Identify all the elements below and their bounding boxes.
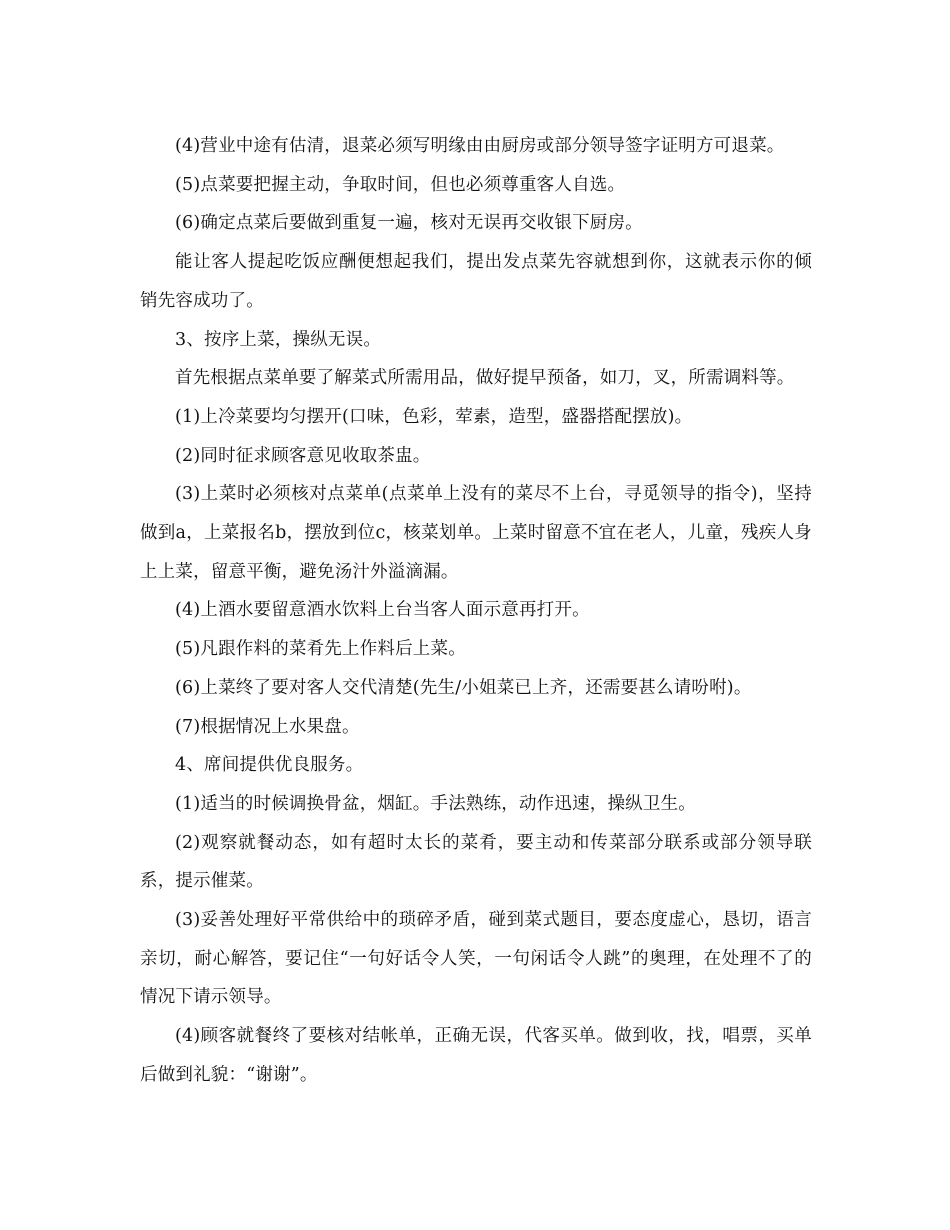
paragraph: (1)适当的时候调换骨盆，烟缸。手法熟练，动作迅速，操纵卫生。 <box>175 793 696 814</box>
paragraph: (1)上冷菜要均匀摆开(口味，色彩，荤素，造型，盛器搭配摆放)。 <box>175 406 693 427</box>
paragraph: (6)上菜终了要对客人交代清楚(先生/小姐菜已上齐，还需要甚么请吩咐)。 <box>175 677 752 698</box>
paragraph: (5)凡跟作料的菜肴先上作料后上菜。 <box>175 639 466 660</box>
paragraph: (4)营业中途有估清，退菜必须写明缘由由厨房或部分领导签字证明方可退菜。 <box>175 136 785 156</box>
paragraph: (4)上酒水要留意酒水饮料上台当客人面示意再打开。 <box>175 600 590 621</box>
section-heading: 4、席间提供优良服务。 <box>175 755 364 776</box>
section-heading: 3、按序上菜，操纵无误。 <box>175 329 382 350</box>
paragraph: (2)观察就餐动态，如有超时太长的菜肴，要主动和传菜部分联系或部分领导联系，提示催菜。 <box>140 832 812 892</box>
document-body <box>140 127 812 1095</box>
paragraph: (3)妥善处理好平常供给中的琐碎矛盾，碰到菜式题目，要态度虚心，恳切，语言亲切，耐心解答，要记住“一句好话令人笑，一句闲话令人跳”的奥理，在处理不了的情况下请示领导。 <box>140 910 812 1008</box>
paragraph: (7)根据情况上水果盘。 <box>175 716 360 737</box>
paragraph: 能让客人提起吃饭应酬便想起我们，提出发点菜先容就想到你，这就表示你的倾销先容成功了。 <box>140 252 812 311</box>
paragraph: (5)点菜要把握主动，争取时间，但也必须尊重客人自选。 <box>175 174 626 195</box>
paragraph: (4)顾客就餐终了要核对结帐单，正确无误，代客买单。做到收，找，唱票，买单后做到礼貌：“谢谢”。 <box>140 1026 812 1085</box>
paragraph: (2)同时征求顾客意见收取茶盅。 <box>175 445 431 466</box>
paragraph: 首先根据点菜单要了解菜式所需用品，做好提早预备，如刀，叉，所需调料等。 <box>175 368 795 389</box>
paragraph: (6)确定点菜后要做到重复一遍，核对无误再交收银下厨房。 <box>175 213 643 234</box>
paragraph: (3)上菜时必须核对点菜单(点菜单上没有的菜尽不上台，寻觅领导的指令)，坚持做到a，上菜报名b，摆放到位c，核菜划单。上菜时留意不宜在老人，儿童，残疾人身上上菜，留意平衡，避免汤汁外溢滴漏。 <box>140 484 812 582</box>
